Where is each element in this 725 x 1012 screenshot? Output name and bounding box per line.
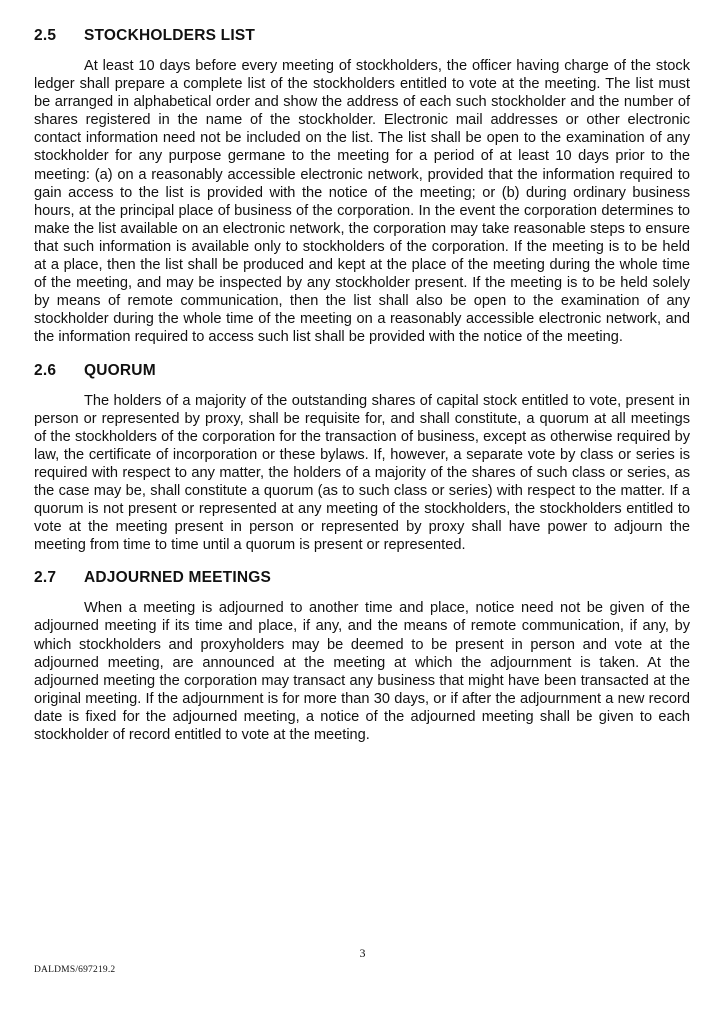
page-number: 3 <box>359 946 366 960</box>
section-heading <box>34 568 690 588</box>
document-page <box>34 26 690 758</box>
section-title: STOCKHOLDERS LIST <box>84 27 256 44</box>
section-title: QUORUM <box>84 361 156 379</box>
section-number: 2.6 <box>34 361 57 379</box>
section-stockholders-list <box>34 26 690 347</box>
section-quorum <box>34 361 690 555</box>
document-code: DALDMS/697219.2 <box>34 965 116 975</box>
section-title: ADJOURNED MEETINGS <box>84 569 272 587</box>
section-heading <box>34 361 690 381</box>
section-adjourned-meetings <box>34 568 690 744</box>
section-heading <box>34 26 690 46</box>
section-number: 2.7 <box>34 569 57 587</box>
section-body: When a meeting is adjourned to another time and place, notice need not be given of the adjourned meeting if its time and place, if any, and the means of remote communication, if any, by which stockholders and proxyholders may be deemed to be present in person and vote at the adjourned meeting, are announced at the meeting at which the adjournment is taken. At the adjourned meeting the corporation may transact any business that might have been transacted at the original meeting. If the adjournment is for more than 30 days, or if after the adjournment a new record date is fixed for the adjourned meeting, a notice of the adjourned meeting shall be given to each stockholder of record entitled to vote at the meeting. <box>34 600 690 743</box>
section-number: 2.5 <box>34 27 57 44</box>
section-body: At least 10 days before every meeting of stockholders, the officer having charge of the stock ledger shall prepare a complete list of the stockholders entitled to vote at the meeting. The list must be arranged in alphabetical order and show the address of each such stockholder and the number of shares registered in the name of the stockholder. Electronic mail addresses or other electronic contact information need not be included on the list. The list shall be open to the examination of any stockholder for any purpose germane to the meeting for a period of at least 10 days prior to the meeting: (a) on a reasonably accessible electronic network, provided that the information required to gain access to the list is provided with the notice of the meeting; or (b) during ordinary business hours, at the principal place of business of the corporation. In the event the corporation determines to make the list available on an electronic network, the corporation may take reasonable steps to ensure that such information is available only to stockholders of the corporation. If the meeting is to be held at a place, then the list shall be produced and kept at the place of the meeting during the whole time of the meeting, and may be inspected by any stockholder present. If the meeting is to be held solely by means of remote communication, then the list shall also be open to the examination of any stockholder during the whole time of the meeting on a reasonably accessible electronic network, and the information required to access such list shall be provided with the notice of the meeting. <box>34 58 690 346</box>
section-body: The holders of a majority of the outstanding shares of capital stock entitled to vote, present in person or represented by proxy, shall be requisite for, and shall constitute, a quorum at all meetings of the stockholders of the corporation for the transaction of business, except as otherwise required by law, the certificate of incorporation or these bylaws. If, however, a separate vote by class or series is required with respect to any matter, the holders of a majority of the shares of such class or series, as the case may be, shall constitute a quorum (as to such class or series) with respect to the matter. If a quorum is not present or represented at any meeting of the stockholders, the stockholders entitled to vote at the meeting present in person or represented by proxy shall have power to adjourn the meeting from time to time until a quorum is present or represented. <box>34 392 690 554</box>
